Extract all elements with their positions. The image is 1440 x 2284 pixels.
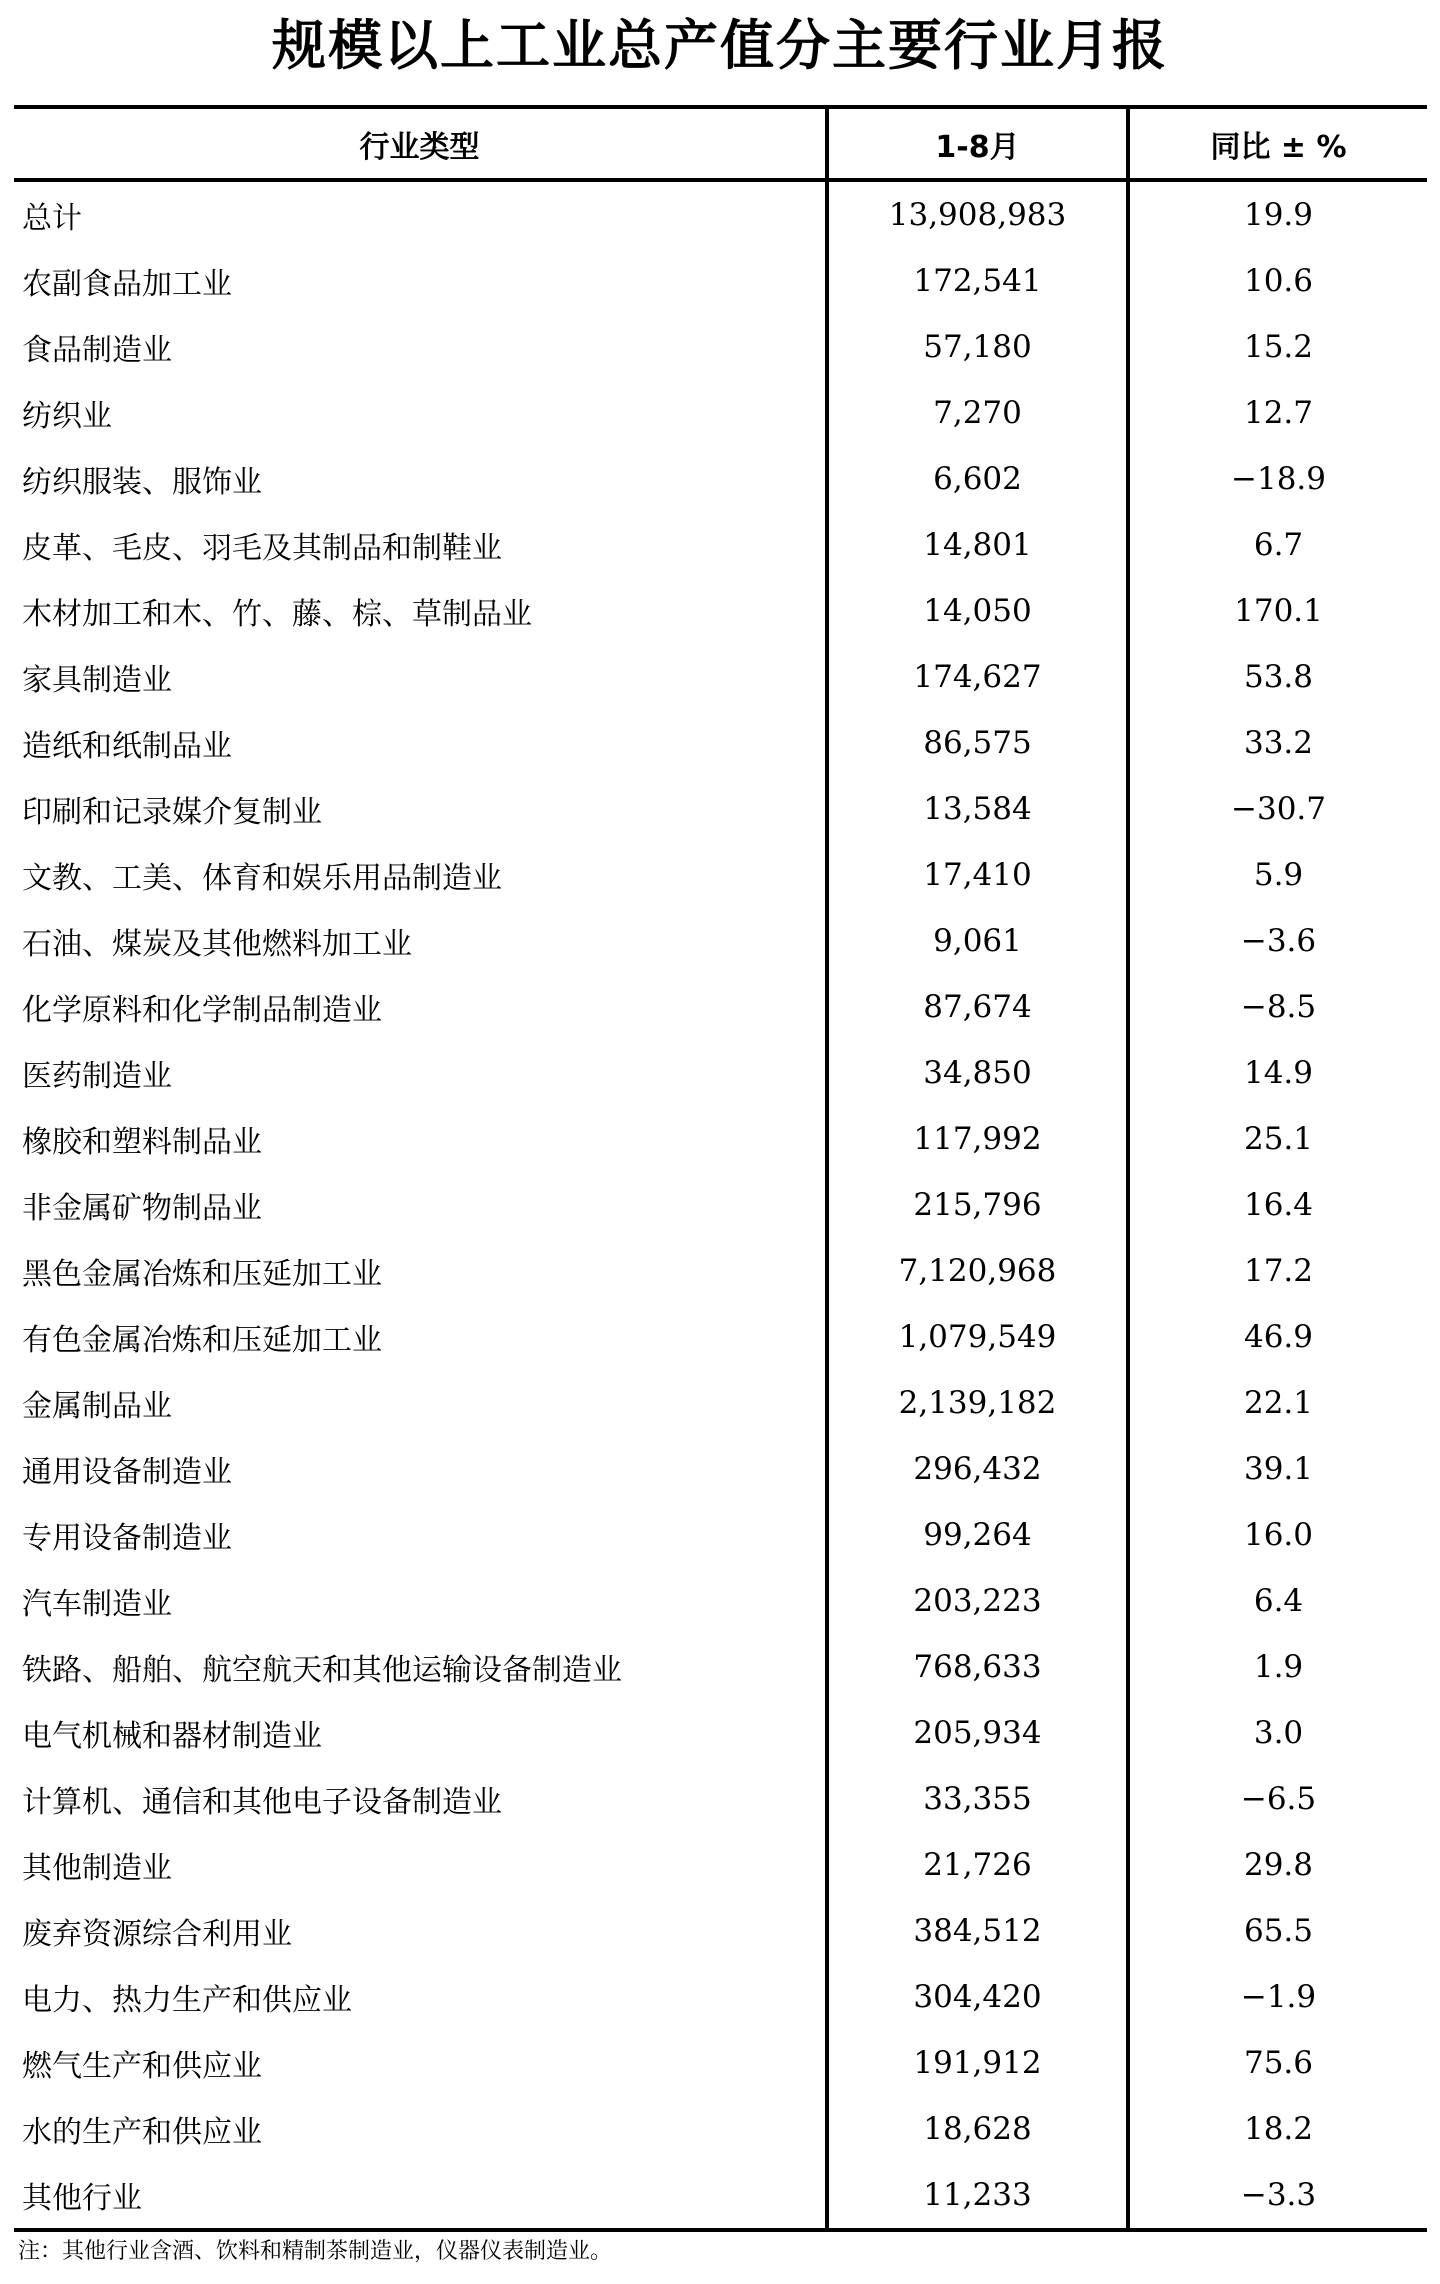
industry-name-cell: 有色金属冶炼和压延加工业 bbox=[22, 1323, 382, 1358]
industry-name-cell: 金属制品业 bbox=[22, 1389, 172, 1424]
output-value-cell: 17,410 bbox=[825, 842, 1126, 908]
output-value-cell: 7,120,968 bbox=[825, 1238, 1126, 1304]
output-value-cell: 11,233 bbox=[825, 2162, 1126, 2228]
table-row bbox=[14, 974, 1427, 1040]
header-industry-type: 行业类型 bbox=[359, 129, 480, 165]
table-row bbox=[14, 842, 1427, 908]
yoy-percent-cell: −6.5 bbox=[1126, 1766, 1427, 1832]
yoy-percent-cell: 10.6 bbox=[1126, 248, 1427, 314]
industry-name-cell: 文教、工美、体育和娱乐用品制造业 bbox=[22, 861, 502, 896]
industry-name-cell: 总计 bbox=[22, 201, 82, 236]
table-row bbox=[14, 2096, 1427, 2162]
industry-name-cell: 其他行业 bbox=[22, 2181, 142, 2216]
yoy-percent-cell: 14.9 bbox=[1126, 1040, 1427, 1106]
industry-name-cell: 燃气生产和供应业 bbox=[22, 2049, 262, 2084]
yoy-percent-cell: 46.9 bbox=[1126, 1304, 1427, 1370]
output-value-cell: 57,180 bbox=[825, 314, 1126, 380]
industry-name-cell: 石油、煤炭及其他燃料加工业 bbox=[22, 927, 412, 962]
page-title: 规模以上工业总产值分主要行业月报 bbox=[272, 14, 1168, 77]
table-row bbox=[14, 1238, 1427, 1304]
table-row bbox=[14, 1172, 1427, 1238]
yoy-percent-cell: 12.7 bbox=[1126, 380, 1427, 446]
output-value-cell: 13,908,983 bbox=[825, 182, 1126, 248]
yoy-percent-cell: 16.4 bbox=[1126, 1172, 1427, 1238]
table-row bbox=[14, 1436, 1427, 1502]
yoy-percent-cell: −1.9 bbox=[1126, 1964, 1427, 2030]
yoy-percent-cell: 15.2 bbox=[1126, 314, 1427, 380]
table-row bbox=[14, 182, 1427, 248]
industry-name-cell: 橡胶和塑料制品业 bbox=[22, 1125, 262, 1160]
table-row bbox=[14, 314, 1427, 380]
output-value-cell: 215,796 bbox=[825, 1172, 1126, 1238]
yoy-percent-cell: −3.6 bbox=[1126, 908, 1427, 974]
output-value-cell: 203,223 bbox=[825, 1568, 1126, 1634]
yoy-percent-cell: 170.1 bbox=[1126, 578, 1427, 644]
industry-table bbox=[14, 105, 1427, 2232]
output-value-cell: 6,602 bbox=[825, 446, 1126, 512]
output-value-cell: 18,628 bbox=[825, 2096, 1126, 2162]
output-value-cell: 21,726 bbox=[825, 1832, 1126, 1898]
yoy-percent-cell: 53.8 bbox=[1126, 644, 1427, 710]
yoy-percent-cell: 75.6 bbox=[1126, 2030, 1427, 2096]
table-row bbox=[14, 1502, 1427, 1568]
header-yoy-change: 同比 ± % bbox=[1126, 109, 1427, 178]
yoy-percent-cell: 6.7 bbox=[1126, 512, 1427, 578]
table-row bbox=[14, 578, 1427, 644]
industry-name-cell: 废弃资源综合利用业 bbox=[22, 1917, 292, 1952]
yoy-percent-cell: 65.5 bbox=[1126, 1898, 1427, 1964]
industry-name-cell: 纺织业 bbox=[22, 399, 112, 434]
output-value-cell: 304,420 bbox=[825, 1964, 1126, 2030]
yoy-percent-cell: 16.0 bbox=[1126, 1502, 1427, 1568]
yoy-percent-cell: 18.2 bbox=[1126, 2096, 1427, 2162]
table-row bbox=[14, 1568, 1427, 1634]
industry-name-cell: 黑色金属冶炼和压延加工业 bbox=[22, 1257, 382, 1292]
table-row bbox=[14, 1832, 1427, 1898]
industry-name-cell: 家具制造业 bbox=[22, 663, 172, 698]
table-row bbox=[14, 1370, 1427, 1436]
yoy-percent-cell: −30.7 bbox=[1126, 776, 1427, 842]
output-value-cell: 86,575 bbox=[825, 710, 1126, 776]
table-row bbox=[14, 644, 1427, 710]
industry-name-cell: 食品制造业 bbox=[22, 333, 172, 368]
table-row bbox=[14, 1964, 1427, 2030]
industry-name-cell: 非金属矿物制品业 bbox=[22, 1191, 262, 1226]
industry-name-cell: 医药制造业 bbox=[22, 1059, 172, 1094]
yoy-percent-cell: 33.2 bbox=[1126, 710, 1427, 776]
yoy-percent-cell: 25.1 bbox=[1126, 1106, 1427, 1172]
industry-name-cell: 通用设备制造业 bbox=[22, 1455, 232, 1490]
output-value-cell: 2,139,182 bbox=[825, 1370, 1126, 1436]
table-row bbox=[14, 1634, 1427, 1700]
output-value-cell: 296,432 bbox=[825, 1436, 1126, 1502]
table-row bbox=[14, 2162, 1427, 2228]
output-value-cell: 99,264 bbox=[825, 1502, 1126, 1568]
output-value-cell: 174,627 bbox=[825, 644, 1126, 710]
table-row bbox=[14, 908, 1427, 974]
output-value-cell: 87,674 bbox=[825, 974, 1126, 1040]
table-row bbox=[14, 776, 1427, 842]
industry-name-cell: 农副食品加工业 bbox=[22, 267, 232, 302]
yoy-percent-cell: 29.8 bbox=[1126, 1832, 1427, 1898]
yoy-percent-cell: −18.9 bbox=[1126, 446, 1427, 512]
yoy-percent-cell: 39.1 bbox=[1126, 1436, 1427, 1502]
industry-name-cell: 化学原料和化学制品制造业 bbox=[22, 993, 382, 1028]
output-value-cell: 14,801 bbox=[825, 512, 1126, 578]
output-value-cell: 13,584 bbox=[825, 776, 1126, 842]
table-row bbox=[14, 1898, 1427, 1964]
table-row bbox=[14, 1040, 1427, 1106]
industry-name-cell: 纺织服装、服饰业 bbox=[22, 465, 262, 500]
industry-name-cell: 造纸和纸制品业 bbox=[22, 729, 232, 764]
output-value-cell: 9,061 bbox=[825, 908, 1126, 974]
output-value-cell: 14,050 bbox=[825, 578, 1126, 644]
table-row bbox=[14, 1766, 1427, 1832]
table-body bbox=[14, 182, 1427, 2228]
output-value-cell: 117,992 bbox=[825, 1106, 1126, 1172]
yoy-percent-cell: 6.4 bbox=[1126, 1568, 1427, 1634]
industry-name-cell: 印刷和记录媒介复制业 bbox=[22, 795, 322, 830]
table-row bbox=[14, 710, 1427, 776]
output-value-cell: 34,850 bbox=[825, 1040, 1126, 1106]
output-value-cell: 768,633 bbox=[825, 1634, 1126, 1700]
yoy-percent-cell: 22.1 bbox=[1126, 1370, 1427, 1436]
industry-name-cell: 电力、热力生产和供应业 bbox=[22, 1983, 352, 2018]
industry-name-cell: 木材加工和木、竹、藤、棕、草制品业 bbox=[22, 597, 532, 632]
yoy-percent-cell: 17.2 bbox=[1126, 1238, 1427, 1304]
output-value-cell: 1,079,549 bbox=[825, 1304, 1126, 1370]
yoy-percent-cell: 3.0 bbox=[1126, 1700, 1427, 1766]
yoy-percent-cell: 1.9 bbox=[1126, 1634, 1427, 1700]
yoy-percent-cell: 19.9 bbox=[1126, 182, 1427, 248]
yoy-percent-cell: −3.3 bbox=[1126, 2162, 1427, 2228]
industry-name-cell: 计算机、通信和其他电子设备制造业 bbox=[22, 1785, 502, 1820]
table-row bbox=[14, 1304, 1427, 1370]
table-row bbox=[14, 446, 1427, 512]
table-row bbox=[14, 380, 1427, 446]
output-value-cell: 172,541 bbox=[825, 248, 1126, 314]
table-row bbox=[14, 2030, 1427, 2096]
output-value-cell: 7,270 bbox=[825, 380, 1126, 446]
header-period: 1-8月 bbox=[825, 109, 1126, 178]
yoy-percent-cell: −8.5 bbox=[1126, 974, 1427, 1040]
industry-name-cell: 专用设备制造业 bbox=[22, 1521, 232, 1556]
industry-name-cell: 其他制造业 bbox=[22, 1851, 172, 1886]
industry-name-cell: 皮革、毛皮、羽毛及其制品和制鞋业 bbox=[22, 531, 502, 566]
industry-name-cell: 铁路、船舶、航空航天和其他运输设备制造业 bbox=[22, 1653, 622, 1688]
yoy-percent-cell: 5.9 bbox=[1126, 842, 1427, 908]
table-row bbox=[14, 512, 1427, 578]
output-value-cell: 205,934 bbox=[825, 1700, 1126, 1766]
industry-name-cell: 汽车制造业 bbox=[22, 1587, 172, 1622]
output-value-cell: 33,355 bbox=[825, 1766, 1126, 1832]
table-row bbox=[14, 1106, 1427, 1172]
industry-name-cell: 电气机械和器材制造业 bbox=[22, 1719, 322, 1754]
table-row bbox=[14, 1700, 1427, 1766]
output-value-cell: 384,512 bbox=[825, 1898, 1126, 1964]
footnote: 注：其他行业含酒、饮料和精制茶制造业，仪器仪表制造业。 bbox=[18, 2239, 613, 2264]
table-row bbox=[14, 248, 1427, 314]
table-header bbox=[14, 109, 1427, 182]
industry-name-cell: 水的生产和供应业 bbox=[22, 2115, 262, 2150]
output-value-cell: 191,912 bbox=[825, 2030, 1126, 2096]
